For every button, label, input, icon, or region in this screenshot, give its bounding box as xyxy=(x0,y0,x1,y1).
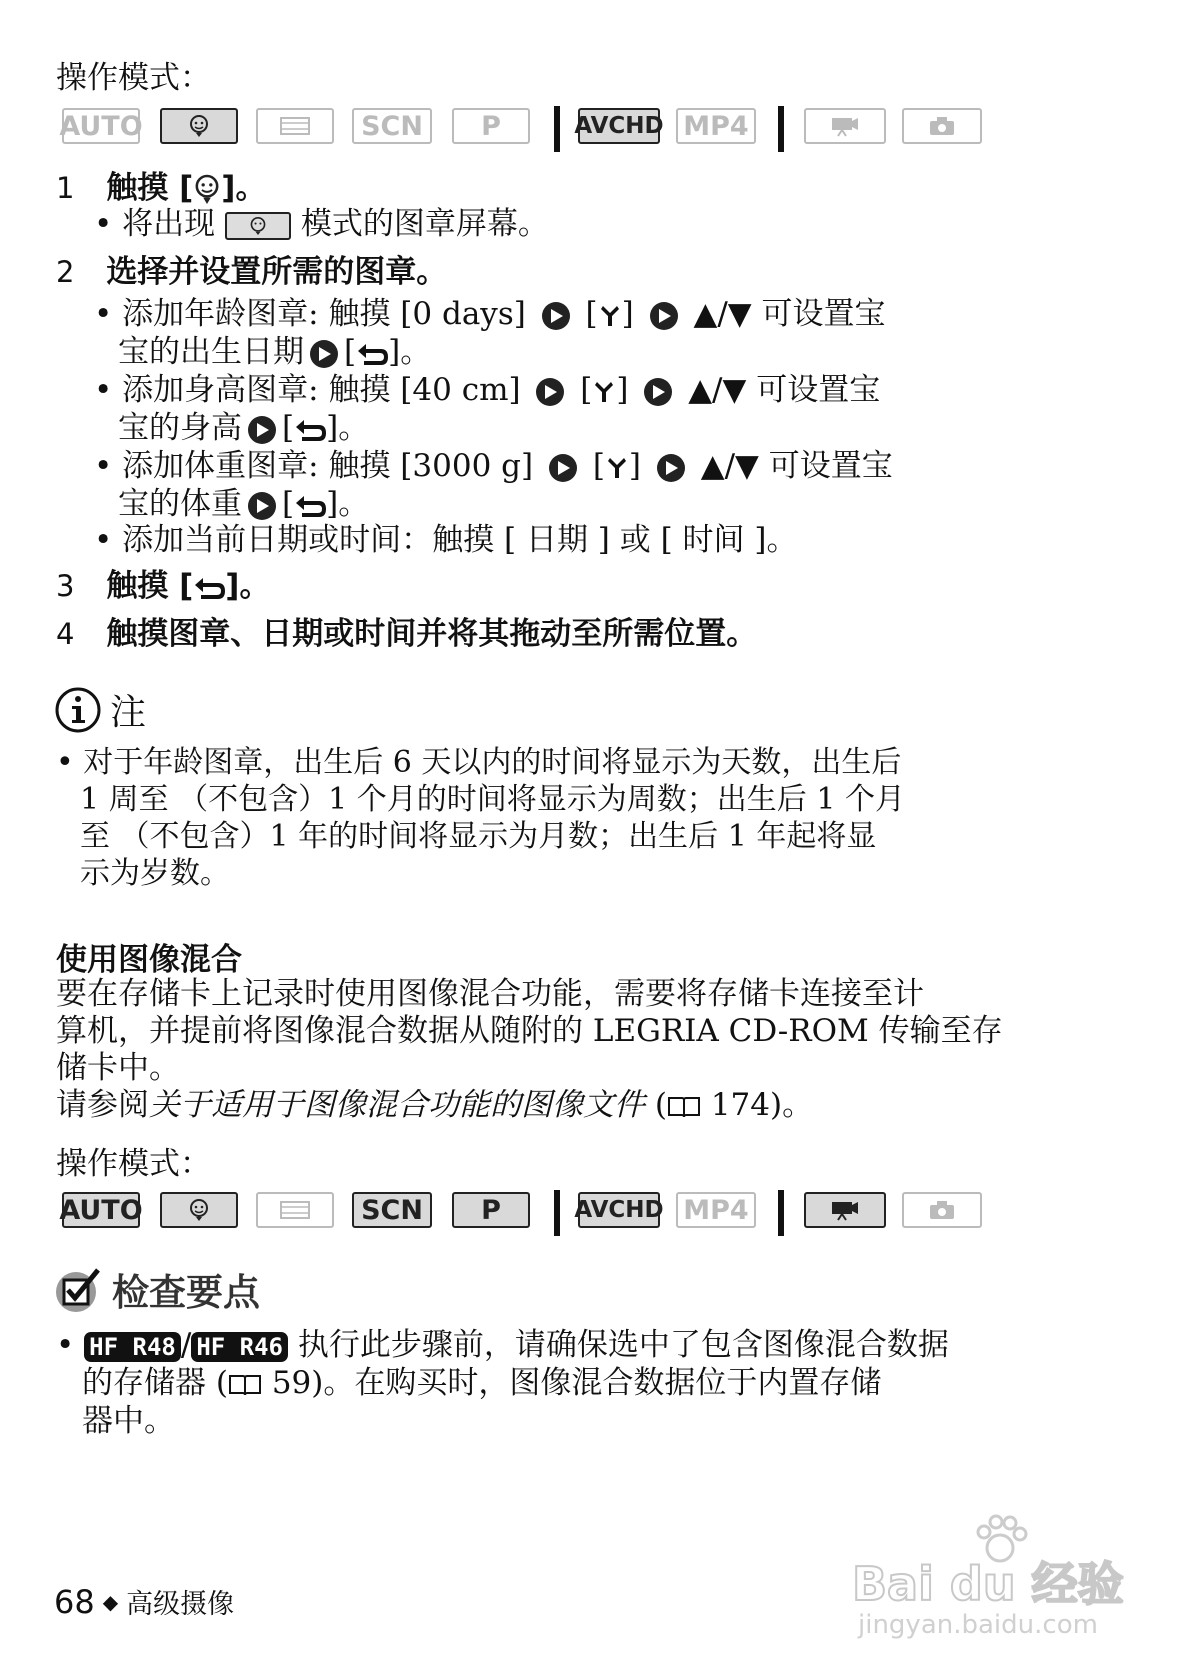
step-1-bullet-b: 模式的图章屏幕。 xyxy=(300,206,549,242)
next-arrow-icon xyxy=(536,378,564,406)
return-icon xyxy=(294,418,326,442)
movie-playback-icon xyxy=(830,1199,860,1221)
checkpoint-text-2a: 的存储器 ( xyxy=(82,1365,228,1401)
page-number: 68 xyxy=(54,1582,95,1621)
movie-playback-icon xyxy=(830,115,860,137)
next-arrow-icon xyxy=(644,378,672,406)
note-line xyxy=(56,744,905,781)
mode-scn: SCN xyxy=(352,1192,432,1228)
next-arrow-icon xyxy=(650,302,678,330)
portrait-mode-button-icon xyxy=(225,212,291,240)
note-header xyxy=(54,684,146,735)
step-1-end: ]。 xyxy=(221,170,267,206)
bracket-close: ]。 xyxy=(326,486,370,522)
step-3-text: 触摸 [ xyxy=(106,568,194,604)
bracket-open: [ xyxy=(585,296,598,332)
bullet-dot: • xyxy=(94,448,113,484)
image-mix-paragraph xyxy=(56,976,1003,1124)
height-stamp-cont: 宝的身高 xyxy=(118,410,242,446)
mode-bar-2 xyxy=(59,1192,1072,1236)
image-mix-heading: 使用图像混合 xyxy=(56,942,242,978)
height-stamp-adjust: ▲/▼ 可设置宝 xyxy=(688,372,881,408)
bullet-dot: • xyxy=(94,206,113,242)
note-title: 注 xyxy=(110,692,147,733)
next-arrow-icon xyxy=(549,454,577,482)
bracket-close: ]。 xyxy=(326,410,370,446)
weight-stamp-text: 添加体重图章: 触摸 [3000 g] xyxy=(122,448,534,484)
return-icon xyxy=(356,342,388,366)
bracket-open: [ xyxy=(344,334,357,370)
return-icon xyxy=(193,576,225,600)
mode-portrait xyxy=(160,1192,238,1228)
mode-photo xyxy=(902,108,982,144)
height-stamp-line-2 xyxy=(118,408,369,448)
mode-avchd: AVCHD xyxy=(578,108,660,144)
mode-separator xyxy=(778,1190,784,1236)
checkpoints-header xyxy=(54,1262,260,1316)
ref-link[interactable]: 关于适用于图像混合功能的图像文件 xyxy=(149,1087,645,1123)
age-stamp-line-2 xyxy=(118,332,431,372)
step-2 xyxy=(56,252,447,292)
paragraph-line: 储卡中。 xyxy=(56,1050,180,1086)
mode-photo xyxy=(902,1192,982,1228)
book-icon xyxy=(667,1095,701,1119)
note-line-text: 对于年龄图章，出生后 6 天以内的时间将显示为天数，出生后 xyxy=(83,745,902,780)
wrench-icon xyxy=(598,303,622,329)
bracket-close: ] xyxy=(628,448,642,484)
height-stamp-text: 添加身高图章: 触摸 [40 cm] xyxy=(122,372,521,408)
checkpoint-line-1 xyxy=(56,1326,949,1364)
model-badge-r48: HF R48 xyxy=(84,1332,181,1362)
bullet-dot: • xyxy=(56,745,74,780)
bracket-open: [ xyxy=(282,486,295,522)
watermark-brand: Bai du 经验 xyxy=(852,1557,1124,1611)
bracket-close: ] xyxy=(621,296,634,332)
age-stamp-line-1 xyxy=(94,294,885,334)
mode-portrait xyxy=(160,108,238,144)
step-number: 3 xyxy=(56,569,75,603)
age-stamp-cont: 宝的出生日期 xyxy=(118,334,304,370)
step-1-bullet-a: 将出现 xyxy=(122,206,216,242)
weight-stamp-line-2 xyxy=(118,484,369,524)
age-stamp-text: 添加年龄图章: 触摸 [0 days] xyxy=(122,296,526,332)
step-1 xyxy=(56,168,266,208)
date-time-stamp-text: 添加当前日期或时间：触摸 [ 日期 ] 或 [ 时间 ]。 xyxy=(122,522,798,558)
checkpoints-body xyxy=(56,1326,949,1440)
weight-stamp-line-1 xyxy=(94,446,893,486)
book-icon xyxy=(228,1373,262,1397)
next-arrow-icon xyxy=(657,454,685,482)
mode-cinema xyxy=(256,1192,334,1228)
mode-separator xyxy=(554,1190,560,1236)
paragraph-line: 算机，并提前将图像混合数据从随附的 LEGRIA CD-ROM 传输至存 xyxy=(56,1013,1003,1049)
bullet-dot: • xyxy=(94,296,113,332)
note-body xyxy=(56,744,905,892)
checkpoint-line-2 xyxy=(82,1364,949,1402)
info-icon xyxy=(54,686,102,734)
operating-mode-label-1: 操作模式： xyxy=(56,60,211,96)
mode-cinema xyxy=(256,108,334,144)
weight-stamp-adjust: ▲/▼ 可设置宝 xyxy=(700,448,893,484)
badge-slash: / xyxy=(180,1327,192,1363)
portrait-icon xyxy=(188,114,210,138)
step-number: 2 xyxy=(56,255,75,289)
checkpoint-line-3: 器中。 xyxy=(82,1403,175,1439)
note-line: 1 周至 （不包含）1 个月的时间将显示为周数；出生后 1 个月 xyxy=(80,782,905,817)
paragraph-line: 要在存储卡上记录时使用图像混合功能，需要将存储卡连接至计 xyxy=(56,976,924,1012)
checkpoint-text-1: 执行此步骤前，请确保选中了包含图像混合数据 xyxy=(297,1327,949,1363)
mode-scn: SCN xyxy=(352,108,432,144)
mode-separator xyxy=(778,106,784,152)
ref-prefix: 请参阅 xyxy=(56,1087,149,1123)
camera-icon xyxy=(927,115,957,137)
reference-line xyxy=(56,1087,1003,1124)
bracket-open: [ xyxy=(282,410,295,446)
page-footer xyxy=(54,1582,234,1621)
watermark-url: jingyan.baidu.com xyxy=(858,1610,1098,1640)
step-4-text: 触摸图章、日期或时间并将其拖动至所需位置。 xyxy=(106,616,758,652)
step-number: 4 xyxy=(56,617,75,651)
cinema-icon xyxy=(278,115,312,137)
checkbox-icon xyxy=(54,1264,104,1314)
portrait-icon xyxy=(188,1198,210,1222)
mode-p: P xyxy=(452,108,530,144)
date-time-stamp-line xyxy=(94,520,798,560)
checkpoint-text-2b: 59)。在购买时，图像混合数据位于内置存储 xyxy=(271,1365,882,1401)
baidu-watermark xyxy=(852,1528,1152,1648)
step-number: 1 xyxy=(56,171,75,205)
wrench-icon xyxy=(605,455,629,481)
portrait-icon xyxy=(249,216,267,236)
return-icon xyxy=(294,494,326,518)
bullet-dot: • xyxy=(94,522,113,558)
ref-page: 174)。 xyxy=(710,1087,814,1123)
model-badge-r46: HF R46 xyxy=(191,1332,288,1362)
step-1-text: 触摸 [ xyxy=(106,170,194,206)
weight-stamp-cont: 宝的体重 xyxy=(118,486,242,522)
next-arrow-icon xyxy=(310,340,338,368)
cinema-icon xyxy=(278,1199,312,1221)
mode-movie xyxy=(804,108,886,144)
bracket-close: ] xyxy=(616,372,629,408)
step-1-bullet xyxy=(94,204,549,244)
bracket-open: [ xyxy=(592,448,605,484)
mode-bar-1 xyxy=(59,108,1072,152)
mode-separator xyxy=(554,106,560,152)
step-3 xyxy=(56,566,270,606)
next-arrow-icon xyxy=(248,416,276,444)
ref-open: ( xyxy=(654,1087,667,1123)
diamond-icon: ◆ xyxy=(102,1589,119,1614)
bullet-dot: • xyxy=(94,372,113,408)
operating-mode-label-2: 操作模式： xyxy=(56,1146,211,1182)
next-arrow-icon xyxy=(542,302,570,330)
note-line: 至 （不包含）1 年的时间将显示为月数；出生后 1 年起将显 xyxy=(80,819,877,854)
portrait-icon xyxy=(193,173,221,207)
bullet-dot: • xyxy=(56,1327,75,1363)
mode-avchd: AVCHD xyxy=(578,1192,660,1228)
footer-section: 高级摄像 xyxy=(126,1589,235,1620)
age-stamp-adjust: ▲/▼ 可设置宝 xyxy=(693,296,886,332)
checkpoints-title: 检查要点 xyxy=(112,1271,260,1314)
mode-mp4: MP4 xyxy=(676,108,756,144)
mode-auto: AUTO xyxy=(62,108,140,144)
bracket-close: ]。 xyxy=(388,334,432,370)
height-stamp-line-1 xyxy=(94,370,880,410)
camera-icon xyxy=(927,1199,957,1221)
mode-movie xyxy=(804,1192,886,1228)
note-line: 示为岁数。 xyxy=(80,856,230,891)
bracket-open: [ xyxy=(580,372,593,408)
step-3-end: ]。 xyxy=(225,568,271,604)
next-arrow-icon xyxy=(248,492,276,520)
mode-p: P xyxy=(452,1192,530,1228)
mode-mp4: MP4 xyxy=(676,1192,756,1228)
mode-auto: AUTO xyxy=(62,1192,140,1228)
step-4 xyxy=(56,614,757,654)
step-2-text: 选择并设置所需的图章。 xyxy=(106,254,448,290)
wrench-icon xyxy=(592,379,616,405)
